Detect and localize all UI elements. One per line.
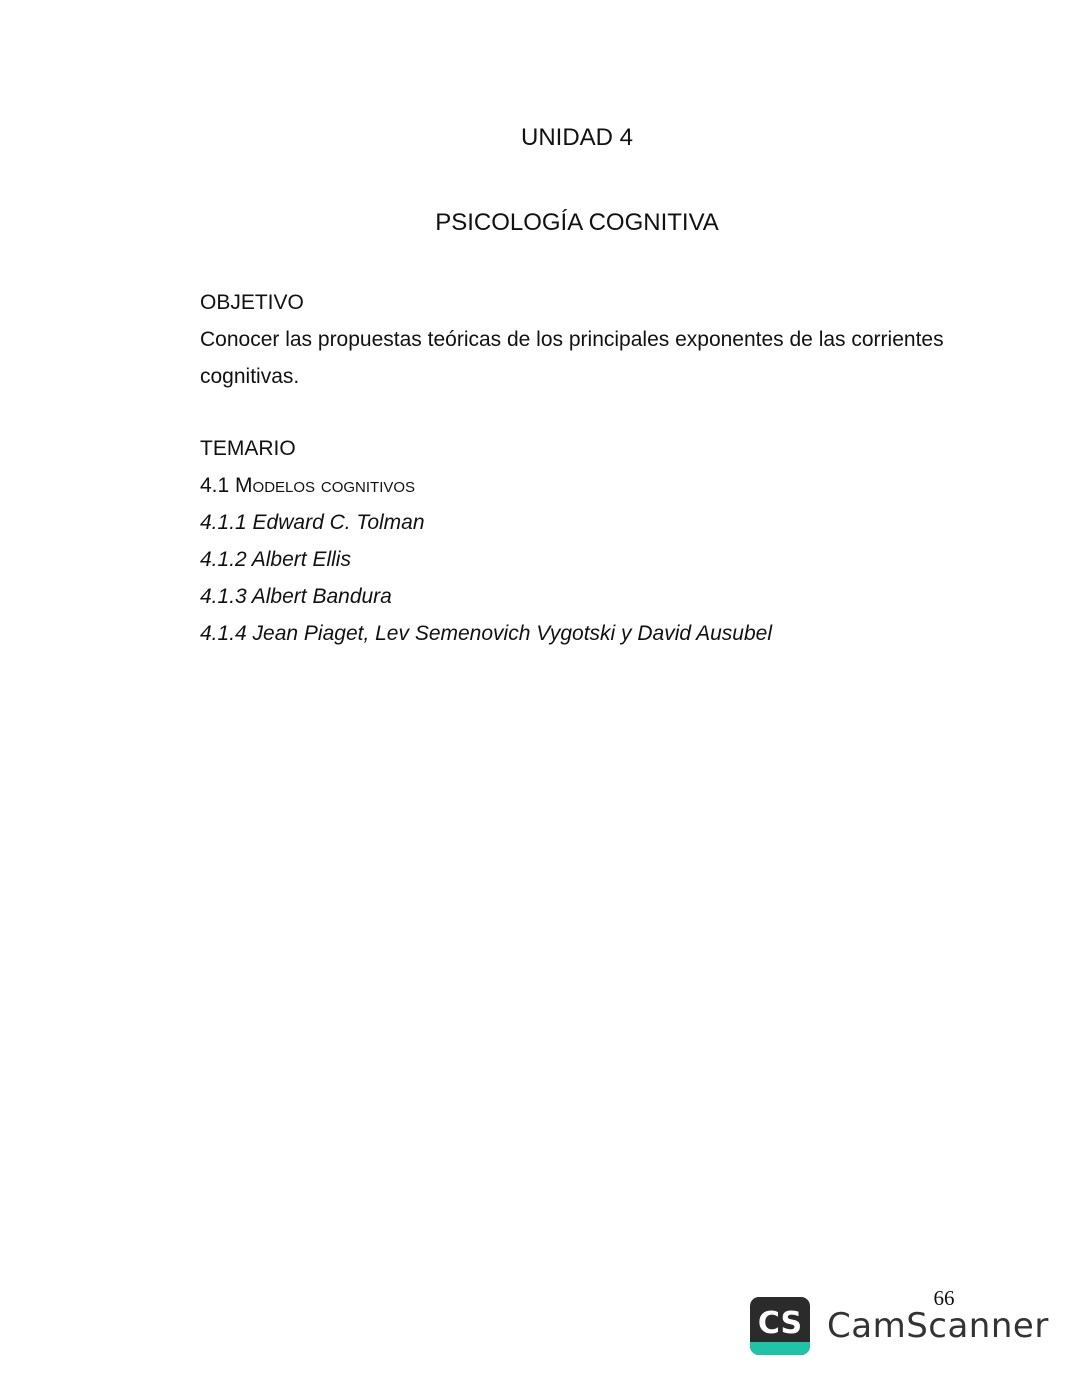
objective-label: OBJETIVO: [200, 291, 304, 314]
unit-title: UNIDAD 4: [520, 124, 634, 151]
syllabus-item: 4.1.4 Jean Piaget, Lev Semenovich Vygotski y David Ausubel: [200, 622, 773, 645]
syllabus-section-heading: 4.1 Modelos cognitivos: [200, 474, 416, 497]
objective-section: [200, 284, 990, 395]
syllabus-section: [200, 430, 990, 652]
camscanner-watermark: [749, 1296, 1049, 1358]
camscanner-logo-icon: [749, 1296, 811, 1356]
syllabus-item: 4.1.1 Edward C. Tolman: [200, 511, 425, 534]
syllabus-label: TEMARIO: [200, 437, 296, 460]
objective-text-line-1: Conocer las propuestas teóricas de los principales exponentes de las corrientes: [200, 328, 944, 351]
syllabus-item: 4.1.2 Albert Ellis: [200, 548, 351, 571]
page-number: 66: [933, 1286, 955, 1310]
syllabus-item: 4.1.3 Albert Bandura: [200, 585, 392, 608]
objective-text-line-2: cognitivas.: [200, 365, 300, 388]
chapter-title: PSICOLOGÍA COGNITIVA: [435, 209, 719, 236]
camscanner-name: CamScanner: [827, 1306, 1049, 1346]
camscanner-badge-text: CS: [757, 1306, 803, 1341]
